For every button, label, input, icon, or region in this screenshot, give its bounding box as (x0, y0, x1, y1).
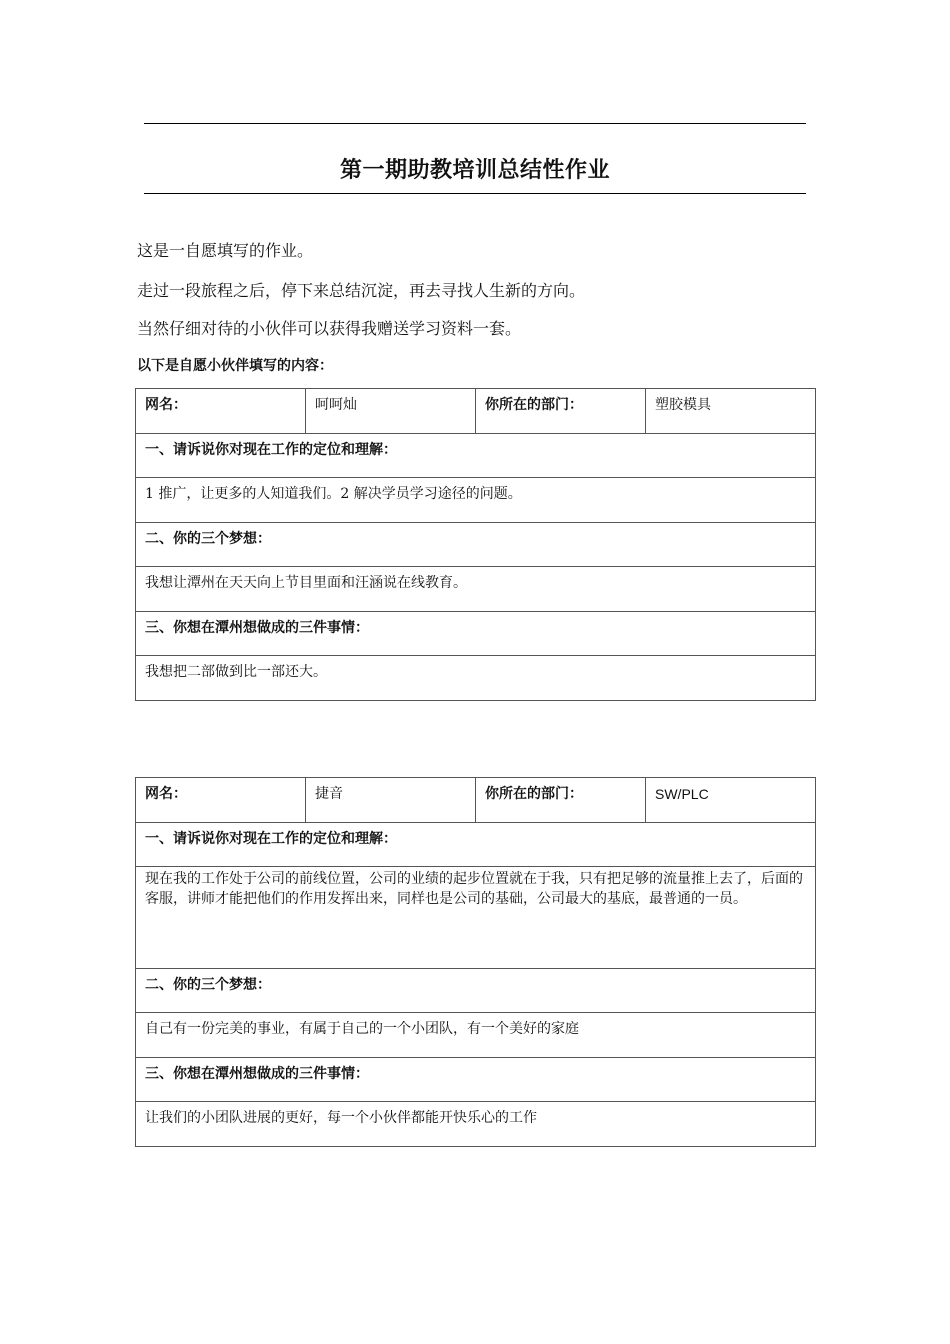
entry-form-2 (135, 777, 816, 1147)
answer-1: 1 推广，让更多的人知道我们。2 解决学员学习途径的问题。 (136, 478, 816, 523)
answer-2: 自己有一份完美的事业，有属于自己的一个小团队，有一个美好的家庭 (136, 1013, 816, 1058)
name-label: 网名： (136, 778, 306, 823)
dept-label: 你所在的部门： (476, 778, 646, 823)
answer-3: 让我们的小团队进展的更好，每一个小伙伴都能开快乐心的工作 (136, 1102, 816, 1147)
header-rule-top (144, 123, 806, 124)
dept-label: 你所在的部门： (476, 389, 646, 434)
entry-form-1 (135, 388, 816, 701)
intro-line-3: 当然仔细对待的小伙伴可以获得我赠送学习资料一套。 (137, 319, 522, 338)
document-title: 第一期助教培训总结性作业 (339, 158, 610, 183)
intro-line-2: 走过一段旅程之后，停下来总结沉淀，再去寻找人生新的方向。 (137, 281, 586, 300)
answer-2: 我想让潭州在天天向上节目里面和汪涵说在线教育。 (136, 567, 816, 612)
intro-line-1: 这是一自愿填写的作业。 (137, 241, 314, 260)
dept-value: SW/PLC (646, 778, 816, 823)
answer-1: 现在我的工作处于公司的前线位置，公司的业绩的起步位置就在于我，只有把足够的流量推上去了，后面的客服，讲师才能把他们的作用发挥出来，同样也是公司的基础，公司最大的基底，最普通的一员。 (136, 867, 816, 969)
name-value: 捷音 (306, 778, 476, 823)
question-3-label: 三、你想在潭州想做成的三件事情： (136, 612, 816, 656)
question-1-label: 一、请诉说你对现在工作的定位和理解： (136, 823, 816, 867)
dept-value: 塑胶模具 (646, 389, 816, 434)
question-1-label: 一、请诉说你对现在工作的定位和理解： (136, 434, 816, 478)
answer-3: 我想把二部做到比一部还大。 (136, 656, 816, 701)
name-label: 网名： (136, 389, 306, 434)
question-2-label: 二、你的三个梦想： (136, 523, 816, 567)
header-rule-bottom (144, 193, 806, 194)
name-value: 呵呵灿 (306, 389, 476, 434)
question-2-label: 二、你的三个梦想： (136, 969, 816, 1013)
section-subheading: 以下是自愿小伙伴填写的内容： (137, 358, 333, 374)
question-3-label: 三、你想在潭州想做成的三件事情： (136, 1058, 816, 1102)
